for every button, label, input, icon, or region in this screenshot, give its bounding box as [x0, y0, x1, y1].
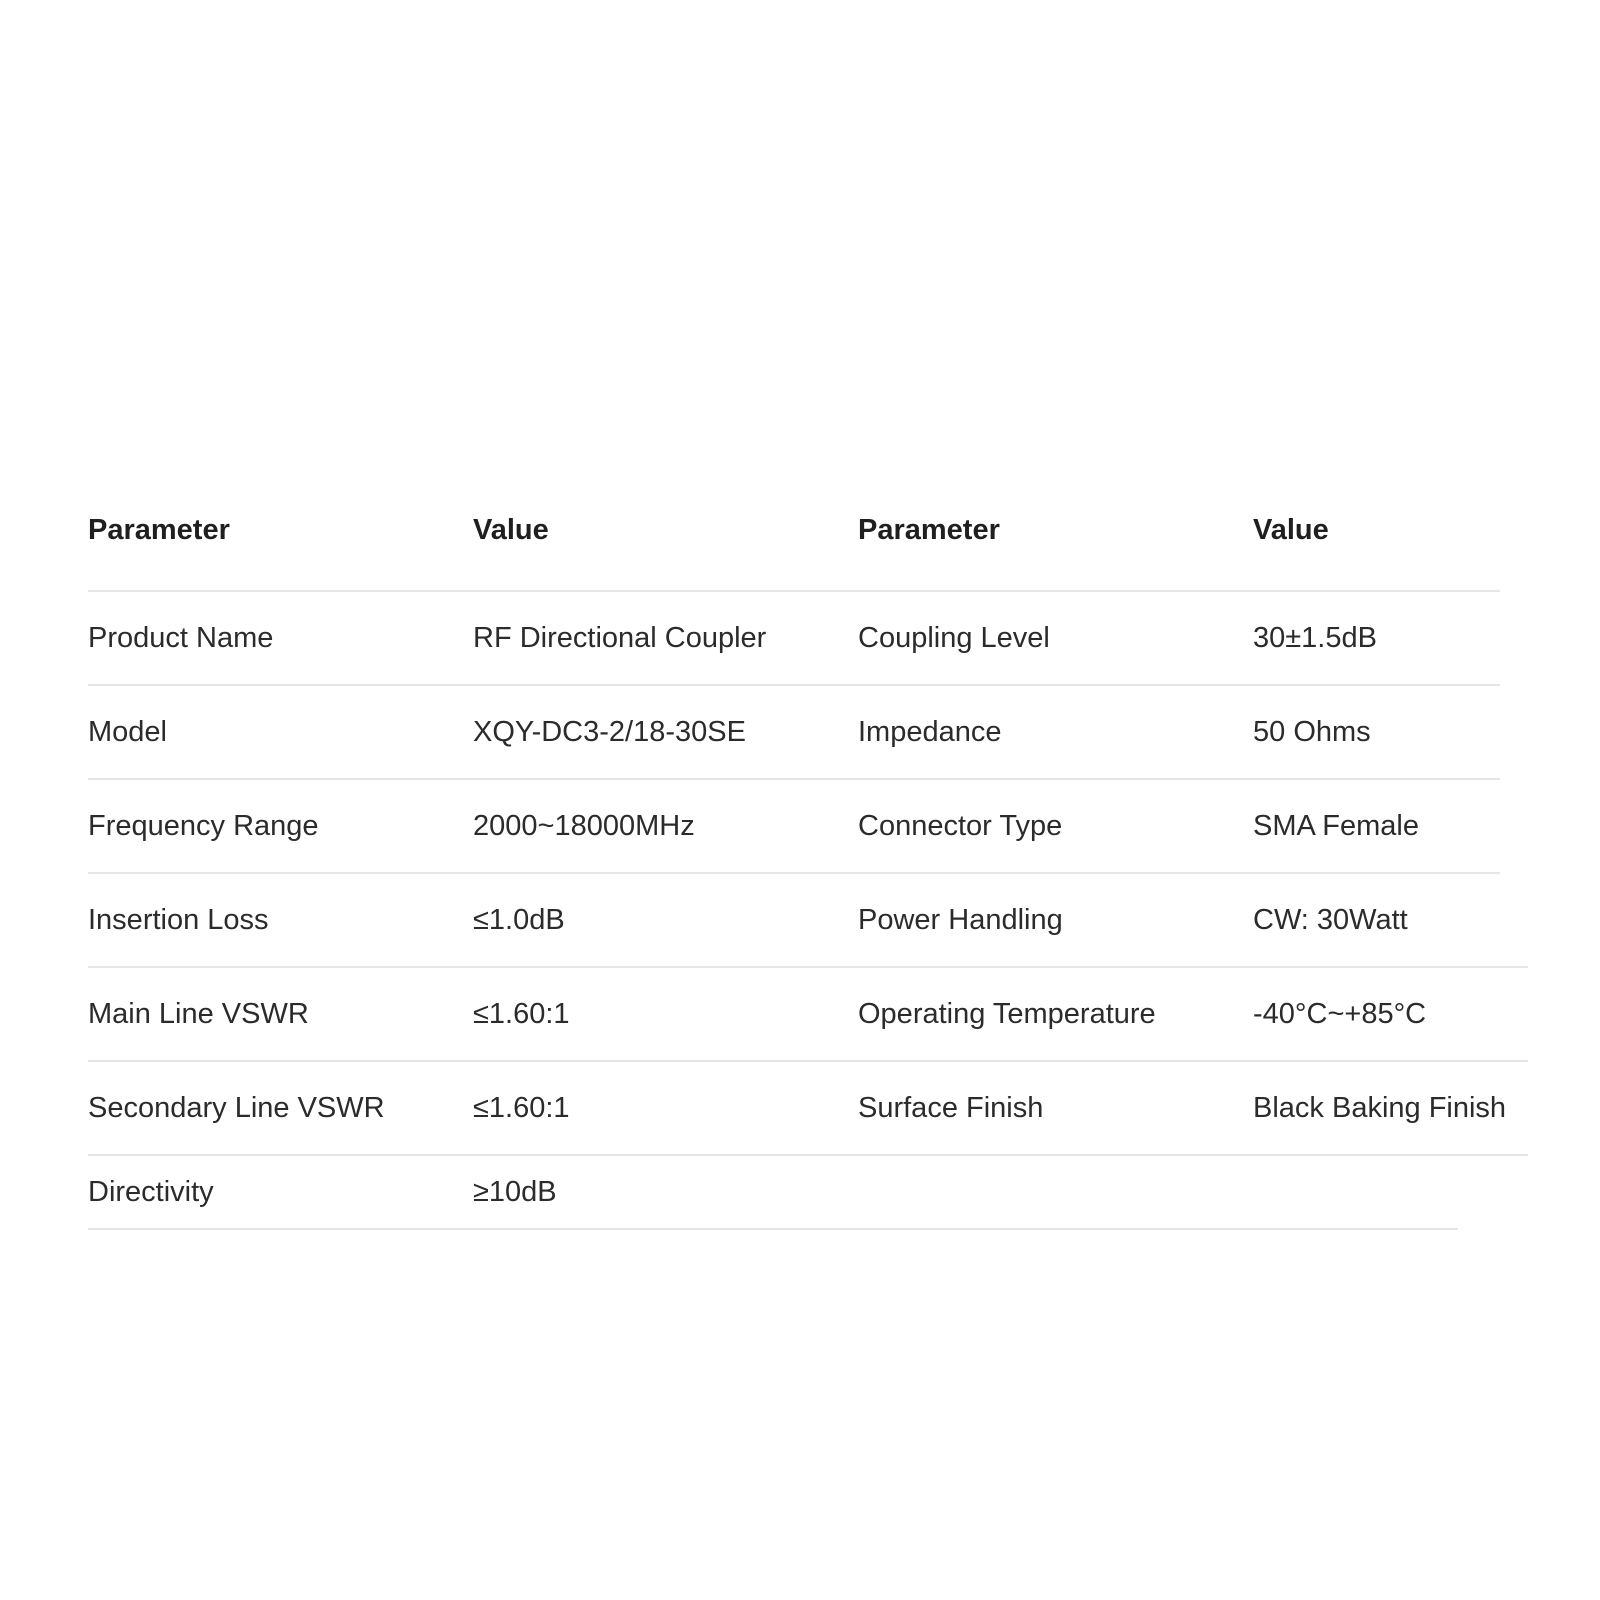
row-value-right: -40°C~+85°C: [1253, 997, 1427, 1030]
row-value-right: 50 Ohms: [1253, 715, 1371, 748]
row-value-right: SMA Female: [1253, 809, 1419, 842]
row-parameter-right: Coupling Level: [858, 621, 1050, 654]
row-parameter-right: Impedance: [858, 715, 1002, 748]
row-parameter-left: Frequency Range: [88, 809, 319, 842]
header-value-2: Value: [1253, 514, 1329, 546]
row-value-left: ≤1.60:1: [473, 997, 570, 1030]
table-row: [88, 592, 1500, 686]
row-parameter-right: Operating Temperature: [858, 997, 1156, 1030]
header-value-1: Value: [473, 514, 549, 546]
table-row: [88, 686, 1500, 780]
row-value-right: CW: 30Watt: [1253, 903, 1408, 936]
row-value-left: ≤1.0dB: [473, 903, 565, 936]
row-value-left: XQY-DC3-2/18-30SE: [473, 715, 746, 748]
row-value-right: 30±1.5dB: [1253, 621, 1377, 654]
table-row: [88, 874, 1528, 968]
table-header-row: [88, 496, 1500, 592]
row-parameter-left: Secondary Line VSWR: [88, 1091, 385, 1124]
table-row: [88, 780, 1500, 874]
row-value-left: ≤1.60:1: [473, 1091, 570, 1124]
row-parameter-right: Connector Type: [858, 809, 1063, 842]
row-value-left: RF Directional Coupler: [473, 621, 767, 654]
header-parameter-1: Parameter: [88, 514, 230, 546]
table-row: [88, 968, 1528, 1062]
header-parameter-2: Parameter: [858, 514, 1000, 546]
table-row: [88, 1062, 1528, 1156]
spec-table: [88, 496, 1528, 1230]
row-parameter-left: Main Line VSWR: [88, 997, 309, 1030]
table-row: [88, 1156, 1458, 1230]
row-parameter-right: Surface Finish: [858, 1091, 1044, 1124]
row-parameter-left: Directivity: [88, 1175, 214, 1208]
row-parameter-left: Product Name: [88, 621, 274, 654]
row-parameter-left: Insertion Loss: [88, 903, 269, 936]
row-value-left: ≥10dB: [473, 1175, 557, 1208]
row-parameter-left: Model: [88, 715, 167, 748]
row-value-left: 2000~18000MHz: [473, 809, 695, 842]
row-parameter-right: Power Handling: [858, 903, 1063, 936]
row-value-right: Black Baking Finish: [1253, 1091, 1507, 1124]
